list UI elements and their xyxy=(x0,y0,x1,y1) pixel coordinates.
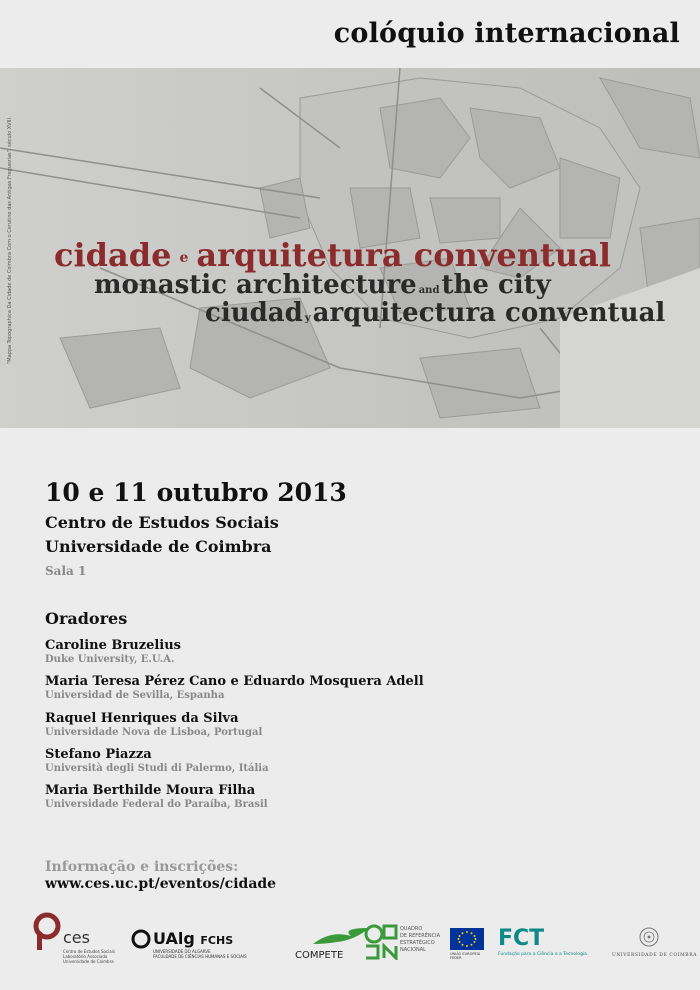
speaker-name: Caroline Bruzelius xyxy=(45,638,182,653)
speaker-affiliation: Universidade Nova de Lisboa, Portugal xyxy=(45,727,263,738)
event-type-title: colóquio internacional xyxy=(333,18,680,49)
title-english: monastic architecture andthe city xyxy=(94,270,551,300)
speaker-item xyxy=(45,638,181,665)
speaker-item xyxy=(45,674,424,701)
ualg-logo: UAlg FCHS UNIVERSIDADE DO ALGARVE FACULDADE DE CIÊNCIAS HUMANAS E SOCIAIS xyxy=(131,929,241,961)
speaker-item xyxy=(45,783,268,810)
uc-logo: UNIVERSIDADE DE COIMBRA xyxy=(612,925,687,963)
ualg-mark-icon xyxy=(131,929,153,949)
fct-logo: FCT Fundação para a Ciência e a Tecnologia xyxy=(498,926,587,957)
event-date: 10 e 11 outubro 2013 xyxy=(45,478,347,507)
speaker-name: Stefano Piazza xyxy=(45,747,152,762)
speaker-affiliation: Università degli Studi di Palermo, Itália xyxy=(45,763,269,774)
info-label: Informação e inscrições: xyxy=(45,859,239,875)
banner-map xyxy=(0,68,700,428)
speaker-affiliation: Universidade Federal do Paraíba, Brasil xyxy=(45,799,268,810)
compete-swoosh-icon xyxy=(311,926,371,948)
speaker-affiliation: Universidad de Sevilla, Espanha xyxy=(45,690,225,701)
venue-line-2: Universidade de Coimbra xyxy=(45,537,272,556)
compete-logo: COMPETE xyxy=(293,926,355,962)
speakers-heading: Oradores xyxy=(45,609,128,628)
venue-line-1: Centro de Estudos Sociais xyxy=(45,513,279,532)
ces-mark-icon xyxy=(33,912,63,952)
speaker-name: Maria Teresa Pérez Cano e Eduardo Mosquera Adell xyxy=(45,674,424,689)
speaker-name: Maria Berthilde Moura Filha xyxy=(45,783,256,798)
speaker-affiliation: Duke University, E.U.A. xyxy=(45,654,175,665)
qren-logo: QUADRO DE REFERÊNCIA ESTRATÉGICO NACIONAL xyxy=(364,924,444,964)
uc-seal-icon xyxy=(639,925,659,949)
eu-logo: UNIÃO EUROPEIA FEDER xyxy=(450,928,490,962)
info-link[interactable]: www.ces.uc.pt/eventos/cidade xyxy=(45,876,277,892)
qren-mark-icon xyxy=(364,924,398,960)
map-caption: "Mappa Topographica Da Cidade de Coimbra Com o Cerutino das Antigas Freguezias", século XVIII xyxy=(7,117,13,365)
title-portuguese: cidade e arquitetura conventual xyxy=(54,236,611,274)
room: Sala 1 xyxy=(45,564,87,578)
ces-logo: ces Centro de Estudos Sociais Laboratório Associado Universidade de Coimbra xyxy=(33,912,118,972)
title-spanish: ciudad yarquitectura conventual xyxy=(205,298,666,328)
speaker-item xyxy=(45,711,262,738)
speaker-item xyxy=(45,747,269,774)
eu-flag-icon xyxy=(450,928,484,950)
speaker-name: Raquel Henriques da Silva xyxy=(45,711,239,726)
